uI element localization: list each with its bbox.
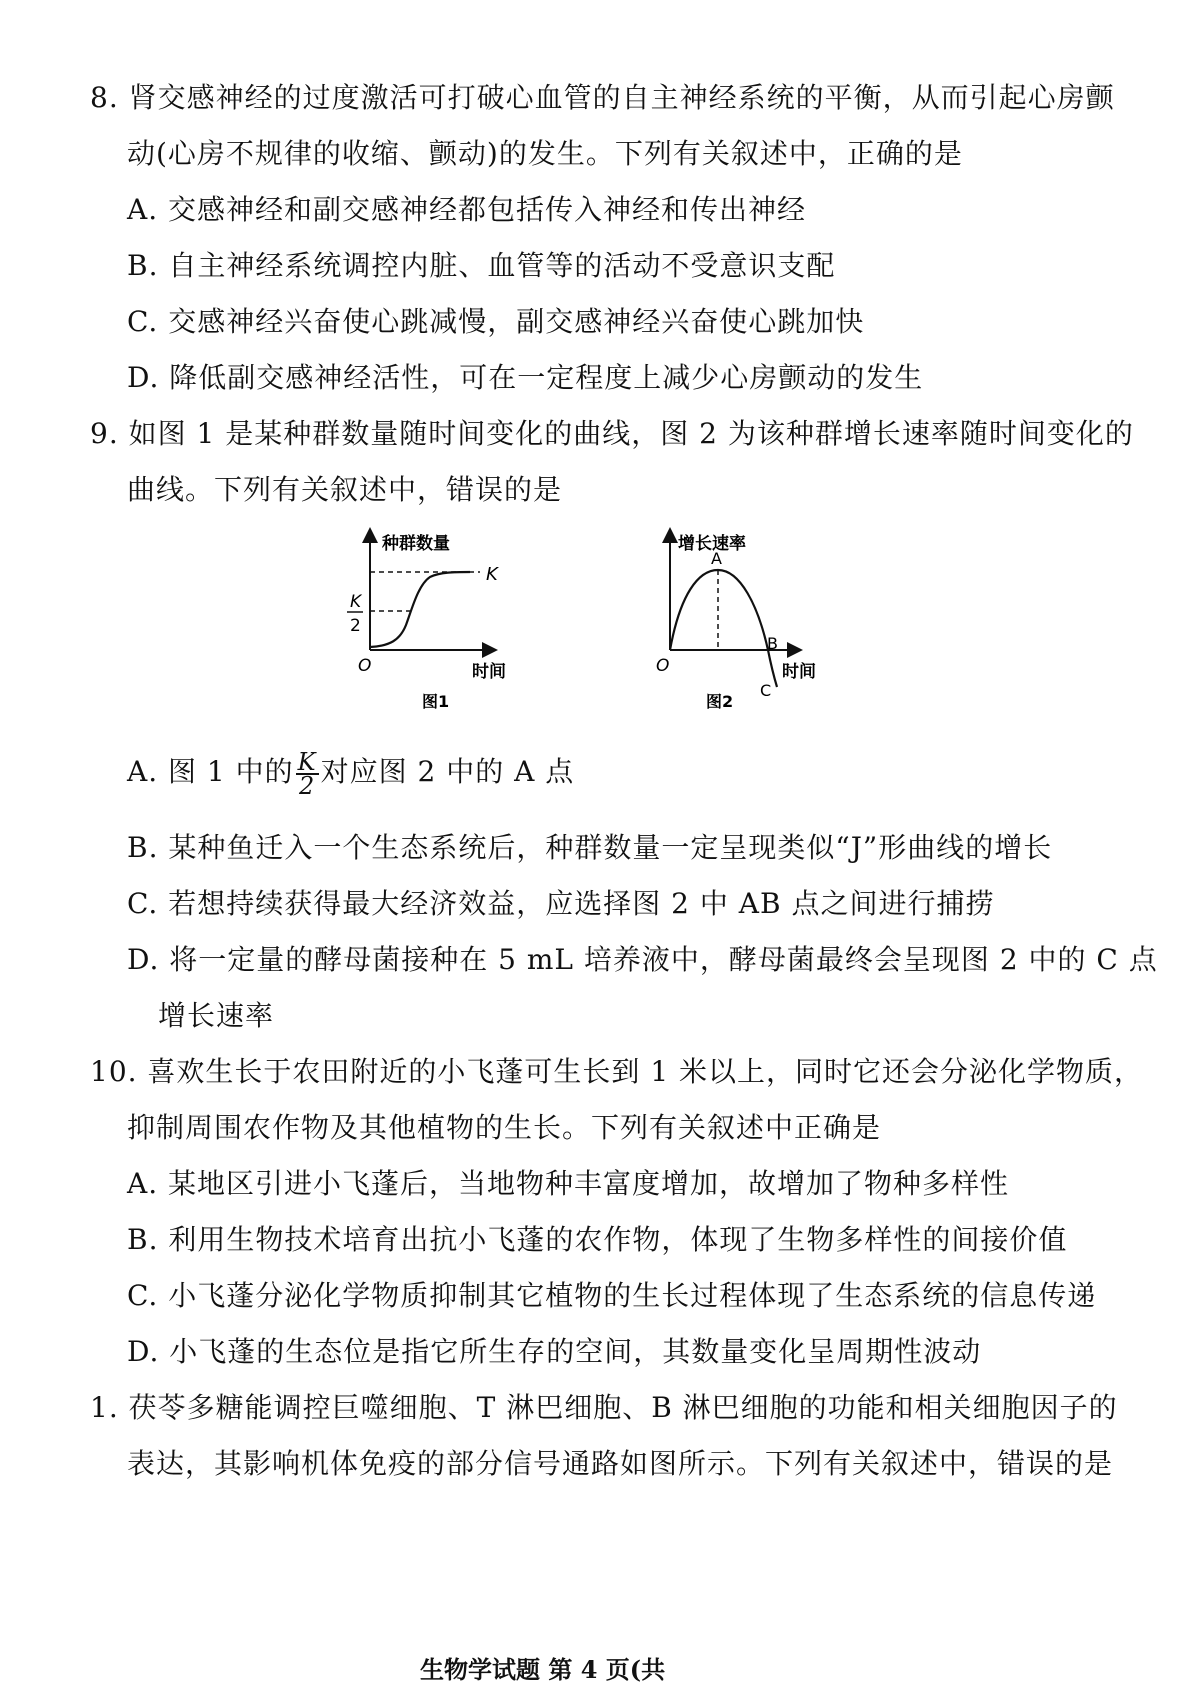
- fig2-point-c: C: [760, 681, 772, 700]
- fig1-x-label: 时间: [472, 662, 506, 682]
- q10-option-b: B. 利用生物技术培育出抗小飞蓬的农作物，体现了生物多样性的间接价值: [127, 1223, 1068, 1256]
- q8-option-d: D. 降低副交感神经活性，可在一定程度上减少心房颤动的发生: [127, 361, 924, 394]
- q8-option-a: A. 交感神经和副交感神经都包括传入神经和传出神经: [127, 193, 807, 226]
- q10-option-d: D. 小飞蓬的生态位是指它所生存的空间，其数量变化呈周期性波动: [127, 1335, 982, 1368]
- fig1-y-label: 种群数量: [382, 534, 450, 554]
- q9-option-a: [127, 747, 575, 800]
- q9-option-a-fraction-denominator: 2: [298, 771, 316, 800]
- fig2-parabola-curve: [670, 570, 777, 687]
- q8-stem-line1: 8. 肾交感神经的过度激活可打破心血管的自主神经系统的平衡，从而引起心房颤: [90, 81, 1115, 114]
- fig2-y-label: 增长速率: [678, 534, 746, 554]
- page-footer: 生物学试题 第 4 页(共: [420, 1655, 666, 1684]
- fig1-s-curve: [370, 572, 470, 647]
- q8-stem-line2: 动(心房不规律的收缩、颤动)的发生。下列有关叙述中，正确的是: [127, 137, 963, 170]
- q9-option-d-line1: D. 将一定量的酵母菌接种在 5 mL 培养液中，酵母菌最终会呈现图 2 中的 C 点: [127, 943, 1158, 976]
- q10-stem-line2: 抑制周围农作物及其他植物的生长。下列有关叙述中正确是: [127, 1111, 882, 1144]
- q9-option-a-suffix: 对应图 2 中的 A 点: [320, 755, 575, 788]
- fig2-x-label: 时间: [782, 662, 816, 682]
- q10-option-c: C. 小飞蓬分泌化学物质抑制其它植物的生长过程体现了生态系统的信息传递: [127, 1279, 1097, 1312]
- fig1-caption: 图1: [422, 692, 450, 711]
- q9-stem-line2: 曲线。下列有关叙述中，错误的是: [127, 473, 563, 506]
- fig2-caption: 图2: [706, 692, 734, 711]
- q9-option-c: C. 若想持续获得最大经济效益，应选择图 2 中 AB 点之间进行捕捞: [127, 887, 995, 920]
- q10-stem-line1: 10. 喜欢生长于农田附近的小飞蓬可生长到 1 米以上，同时它还会分泌化学物质，: [90, 1055, 1144, 1088]
- q9-option-a-fraction-numerator: K: [297, 747, 317, 776]
- q11-stem-line2: 表达，其影响机体免疫的部分信号通路如图所示。下列有关叙述中，错误的是: [127, 1447, 1114, 1480]
- figure-1-logistic-curve: [330, 525, 560, 725]
- q9-option-a-prefix: A. 图 1 中的: [127, 755, 294, 788]
- q9-stem-line1: 9. 如图 1 是某种群数量随时间变化的曲线，图 2 为该种群增长速率随时间变化的: [90, 417, 1134, 450]
- q8-option-c: C. 交感神经兴奋使心跳减慢，副交感神经兴奋使心跳加快: [127, 305, 865, 338]
- q9-option-d-line2: 增长速率: [158, 999, 275, 1032]
- q10-option-a: A. 某地区引进小飞蓬后，当地物种丰富度增加，故增加了物种多样性: [127, 1167, 1010, 1200]
- q9-option-b: B. 某种鱼迁入一个生态系统后，种群数量一定呈现类似“J”形曲线的增长: [127, 831, 1053, 864]
- fig2-origin: O: [656, 656, 670, 676]
- fig1-half-num: K: [350, 592, 362, 612]
- q11-stem-line1: 1. 茯苓多糖能调控巨噬细胞、T 淋巴细胞、B 淋巴细胞的功能和相关细胞因子的: [90, 1391, 1118, 1424]
- fig1-half-den: 2: [350, 616, 361, 636]
- fig1-origin: O: [358, 656, 372, 676]
- q9-option-a-fraction: [296, 747, 319, 800]
- fig2-point-b: B: [767, 634, 778, 653]
- fig1-k-label: K: [486, 564, 498, 585]
- q8-option-b: B. 自主神经系统调控内脏、血管等的活动不受意识支配: [127, 249, 836, 282]
- figure-2-growth-rate-curve: [640, 525, 870, 725]
- fig2-point-a: A: [711, 549, 722, 568]
